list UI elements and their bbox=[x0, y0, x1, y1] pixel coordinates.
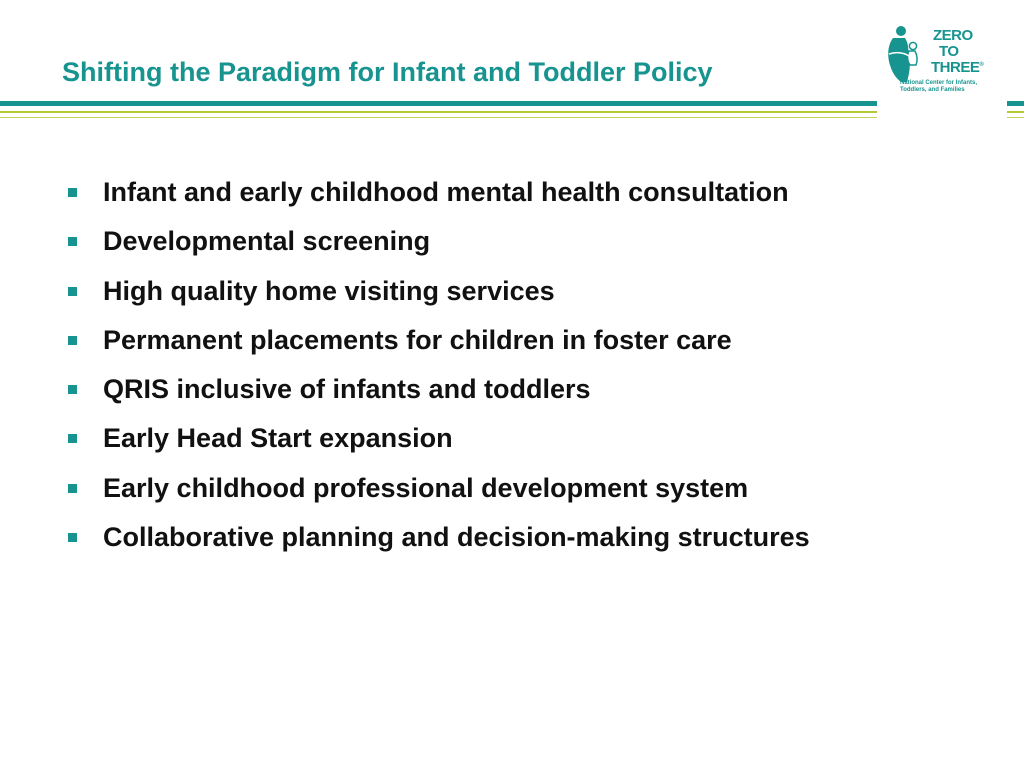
bullet-text: Permanent placements for children in foster care bbox=[103, 324, 732, 355]
logo-word-to: TO bbox=[939, 43, 959, 60]
bullet-text: Collaborative planning and decision-making structures bbox=[103, 522, 810, 553]
mother-child-figure-icon bbox=[879, 24, 929, 84]
square-bullet-icon bbox=[68, 385, 77, 394]
square-bullet-icon bbox=[68, 188, 77, 197]
list-item bbox=[62, 373, 810, 422]
title-rule-secondary bbox=[0, 111, 1024, 113]
list-item bbox=[62, 472, 810, 521]
title-rule-primary bbox=[0, 101, 1024, 106]
list-item bbox=[62, 422, 810, 471]
bullet-text: Early Head Start expansion bbox=[103, 423, 453, 454]
logo-subtitle: National Center for Infants, Toddlers, and Families bbox=[900, 80, 978, 93]
bullet-text: Infant and early childhood mental health consultation bbox=[103, 177, 789, 207]
slide-title: Shifting the Paradigm for Infant and Toddler Policy bbox=[62, 57, 713, 87]
bullet-text: High quality home visiting services bbox=[103, 275, 555, 306]
title-rule-tertiary bbox=[0, 117, 1024, 118]
bullet-text: Early childhood professional development system bbox=[103, 472, 749, 503]
list-item bbox=[62, 225, 810, 274]
square-bullet-icon bbox=[68, 336, 77, 345]
list-item bbox=[62, 521, 810, 570]
logo-word-zero: ZERO bbox=[933, 27, 973, 44]
list-item bbox=[62, 324, 810, 373]
square-bullet-icon bbox=[68, 237, 77, 246]
logo-registered-mark: ® bbox=[979, 62, 984, 68]
logo-three-text: THREE bbox=[931, 59, 980, 76]
bullet-text: QRIS inclusive of infants and toddlers bbox=[103, 374, 591, 405]
square-bullet-icon bbox=[68, 434, 77, 443]
bullet-text: Developmental screening bbox=[103, 226, 431, 257]
bullet-list bbox=[62, 176, 810, 570]
square-bullet-icon bbox=[68, 287, 77, 296]
list-item bbox=[62, 176, 810, 225]
logo-word-three bbox=[931, 60, 983, 75]
square-bullet-icon bbox=[68, 484, 77, 493]
square-bullet-icon bbox=[68, 533, 77, 542]
zero-to-three-logo bbox=[877, 22, 1007, 120]
list-item bbox=[62, 275, 810, 324]
